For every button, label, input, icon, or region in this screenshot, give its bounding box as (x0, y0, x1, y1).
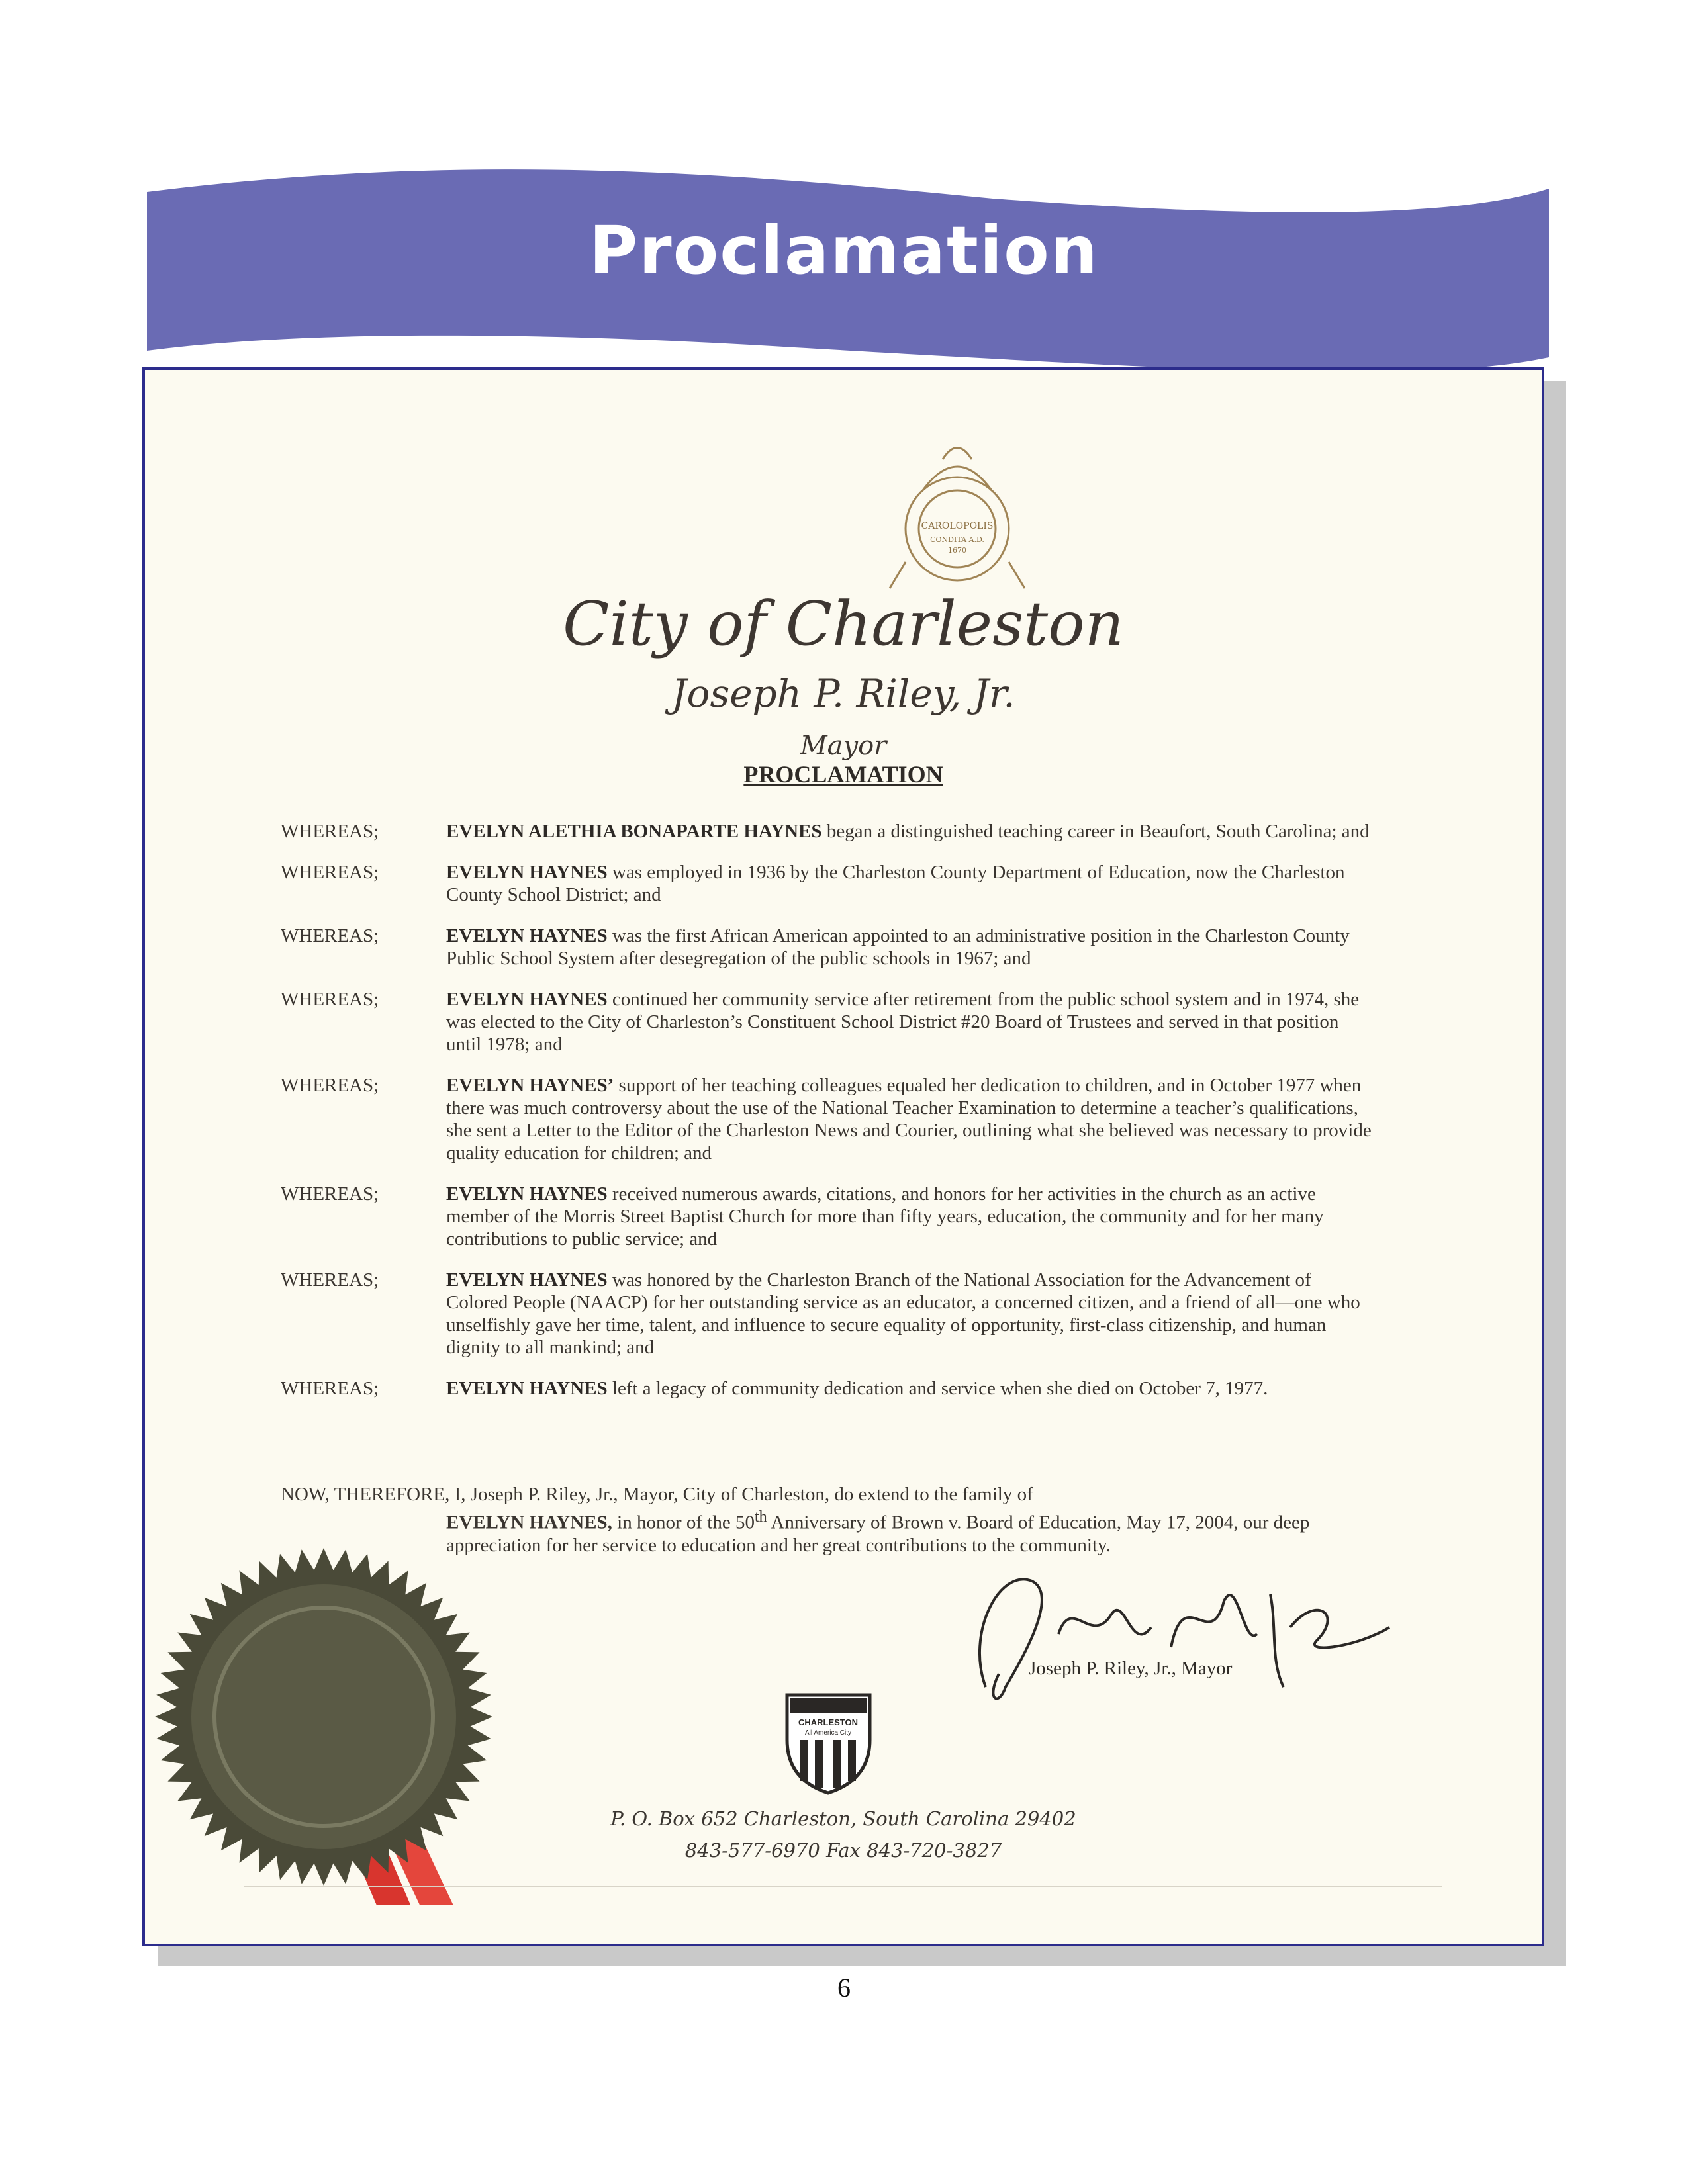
clause-body: began a distinguished teaching career in Beaufort, South Carolina; and (821, 821, 1370, 842)
clause-label: WHEREAS; (281, 1269, 379, 1291)
clause-body: was employed in 1936 by the Charleston County Department of Education, now the Charleston County School District; and (446, 862, 1345, 905)
mayor-title: Mayor (800, 731, 887, 761)
therefore-superscript: th (754, 1508, 767, 1525)
clause-name: EVELYN HAYNES (446, 1183, 608, 1205)
clause-name: EVELYN HAYNES (446, 1269, 608, 1291)
clause-body: received numerous awards, citations, and honors for her activities in the church as an active member of the Morris Street Baptist Church for more than fifty years, education, the community and for her many contributions to public service; and (446, 1183, 1324, 1250)
whereas-clause (281, 1183, 1373, 1250)
clause-text (446, 1183, 1373, 1250)
proclamation-frame (142, 367, 1544, 1946)
title-banner (0, 0, 1688, 371)
whereas-clause (281, 820, 1373, 842)
clause-body: left a legacy of community dedication and service when she died on October 7, 1977. (607, 1378, 1268, 1399)
mayor-name: Joseph P. Riley, Jr. (671, 671, 1015, 716)
signer-name: Joseph P. Riley, Jr., Mayor (1029, 1658, 1233, 1679)
therefore-intro: NOW, THEREFORE, I, Joseph P. Riley, Jr., Mayor, City of Charleston, do extend to the family of (281, 1484, 1033, 1505)
whereas-clause (281, 1377, 1373, 1400)
clause-body: continued her community service after retirement from the public school system and in 1974, she was elected to the City of Charleston’s Constituent School District #20 Board of Trustees and served in that position until 1978; and (446, 989, 1360, 1055)
clause-name: EVELYN ALETHIA BONAPARTE HAYNES (446, 821, 822, 842)
crest-latin: CONDITA A.D. (930, 535, 984, 544)
clause-text (446, 925, 1373, 970)
address-block (145, 1803, 1542, 1866)
crest-year: 1670 (948, 546, 966, 555)
whereas-clause (281, 988, 1373, 1056)
clause-label: WHEREAS; (281, 1378, 379, 1399)
badge-subtitle: All America City (804, 1729, 852, 1737)
proclamation-heading: PROCLAMATION (743, 761, 943, 788)
whereas-clause (281, 861, 1373, 906)
clause-body: was honored by the Charleston Branch of the National Association for the Advancement of Colored People (NAACP) for her outstanding service as an educator, a concerned citizen, and a friend of all—one who unselfishly gave her time, talent, and influence to secure equality of opportunity, first-class citizenship, and human dignity to all mankind; and (446, 1269, 1360, 1358)
therefore-text-b: Anniversary of Brown v. Board of Education, May 17, 2004, our deep appreciation for her service to education and her great contributions to the community. (446, 1512, 1310, 1556)
therefore-name: EVELYN HAYNES, (446, 1512, 612, 1533)
clause-name: EVELYN HAYNES (446, 862, 608, 883)
clause-text (446, 1377, 1373, 1400)
city-crest-icon (870, 430, 1045, 605)
city-name: City of Charleston (563, 588, 1124, 659)
clause-text (446, 988, 1373, 1056)
clause-text (446, 820, 1373, 842)
all-america-city-badge-icon (780, 1687, 876, 1796)
clause-label: WHEREAS; (281, 862, 379, 883)
clause-text (446, 1269, 1373, 1359)
clause-text (446, 1074, 1373, 1164)
whereas-clause (281, 1074, 1373, 1164)
clause-text (446, 861, 1373, 906)
crest-motto: CAROLOPOLIS (921, 521, 994, 531)
clause-label: WHEREAS; (281, 989, 379, 1010)
mayor-signature-icon (959, 1555, 1409, 1713)
whereas-clause (281, 925, 1373, 970)
page-number: 6 (837, 1973, 851, 2003)
clause-name: EVELYN HAYNES (446, 989, 608, 1010)
clause-name: EVELYN HAYNES’ (446, 1075, 614, 1096)
clause-label: WHEREAS; (281, 821, 379, 842)
clause-body: was the first African American appointed to an administrative position in the Charleston County Public School System after desegregation of the public schools in 1967; and (446, 925, 1350, 969)
clause-label: WHEREAS; (281, 925, 379, 946)
paper-bottom-edge (244, 1886, 1442, 1887)
clause-label: WHEREAS; (281, 1183, 379, 1205)
clause-label: WHEREAS; (281, 1075, 379, 1096)
therefore-text-a: in honor of the 50 (612, 1512, 755, 1533)
badge-city: CHARLESTON (798, 1717, 859, 1727)
phone-line: 843-577-6970 Fax 843-720-3827 (684, 1839, 1002, 1862)
clause-name: EVELYN HAYNES (446, 925, 608, 946)
banner-title: Proclamation (589, 212, 1099, 289)
whereas-clauses (281, 820, 1373, 1418)
address-line: P. O. Box 652 Charleston, South Carolina 29402 (610, 1807, 1076, 1830)
proclamation-paper (145, 370, 1542, 1944)
clause-body: support of her teaching colleagues equaled her dedication to children, and in October 1977 when there was much controversy about the use of the National Teacher Examination to determine a teacher’s qualifications, she sent a Letter to the Editor of the Charleston News and Courier, outlining what she believed was necessary to provide quality education for children; and (446, 1075, 1372, 1163)
clause-name: EVELYN HAYNES (446, 1378, 608, 1399)
whereas-clause (281, 1269, 1373, 1359)
